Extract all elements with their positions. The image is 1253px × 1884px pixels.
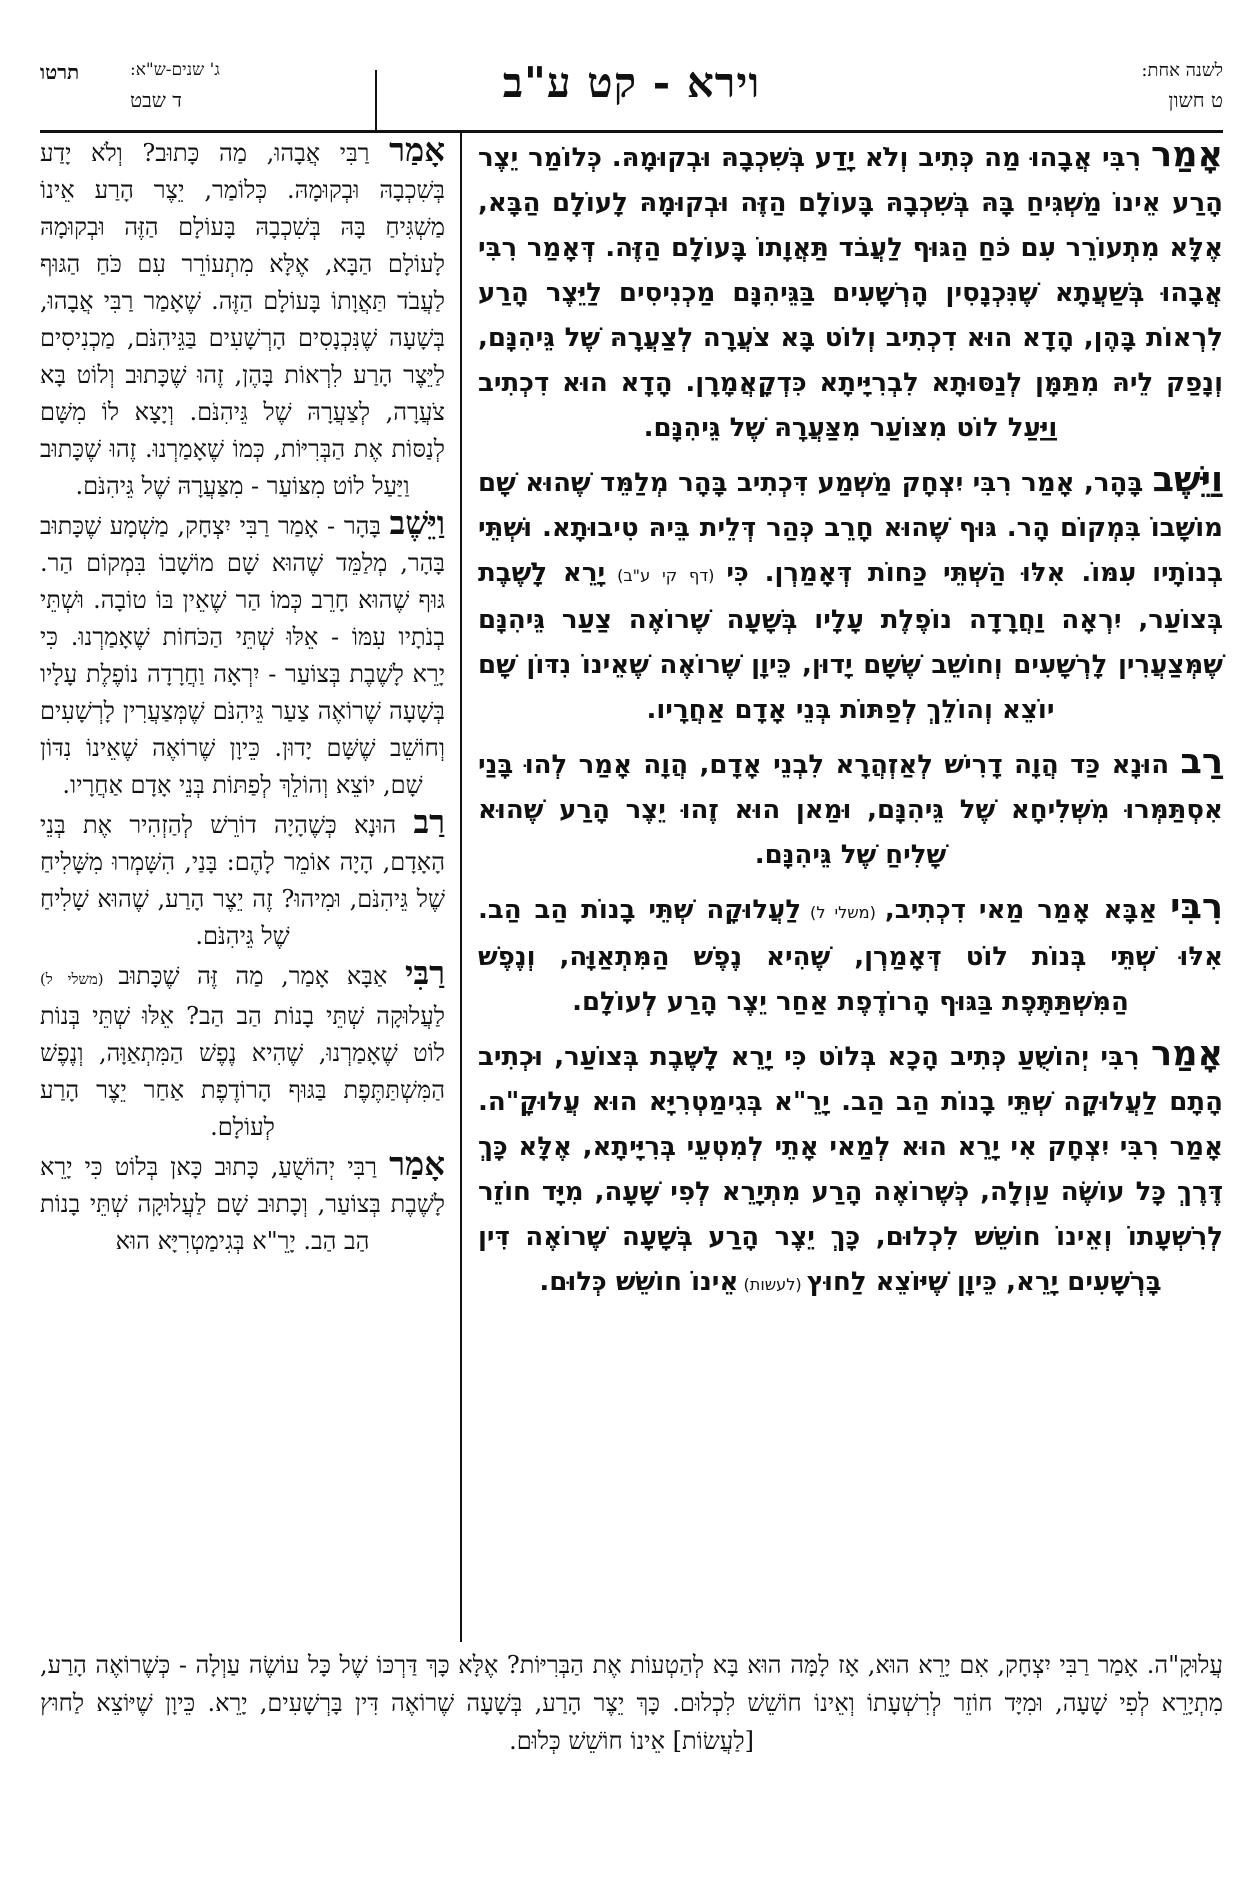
page-title: וירא - קט ע"ב <box>502 58 761 107</box>
paragraph-text-continued: לַעֲלוּקָה שְׁתֵּי בָנוֹת הַב הַב? אֵלּוּ שְׁתֵּי בְּנוֹת לוֹט שֶׁאָמַרְנוּ, שֶׁהִיא נֶפֶשׁ הַמִּתְאַוָּה, וְנֶפֶשׁ הַמִּשְׁתַּתֶּפֶת בַּגּוּף הָרוֹדֶפֶת אַחַר יֵצֶר הָרַע לְעוֹלָם. <box>40 1002 445 1141</box>
paragraph-text-continued: יָרֵא לָשֶׁבֶת בְּצוֹעַר, יִרְאָה וַחֲרָדָה נוֹפֶלֶת עָלָיו בְּשָׁעָה שֶׁרוֹאֶה צַעַר גֵּיהִנָּם שֶׁמְּצַעֲרִין לָרְשָׁעִים וְחוֹשֵׁב שֶׁשָּׁם יָדוּן, כֵּיוָן שֶׁרוֹאֶה שֶׁאֵינוֹ נִדּוֹן שָׁם יוֹצֵא וְהוֹלֵךְ לְפַתּוֹת בְּנֵי אָדָם אַחֲרָיו. <box>478 558 1223 725</box>
bracket-note: [לַעֲשׂוֹת] <box>665 1727 754 1755</box>
paragraph-lead-word: רַב <box>413 803 445 841</box>
text-columns <box>40 132 1223 1642</box>
paragraph-text: אַבָּא אָמַר, מַה זֶּה שֶׁכָּתוּב <box>118 962 405 990</box>
paragraph-text: רַבִּי יְהוֹשֻׁעַ, כָּתוּב כָּאן בְּלוֹט כִּי יָרֵא לָשֶׁבֶת בְּצוֹעַר, וְכָתוּב שָׁם לַעֲלוּקָה שְׁתֵּי בָנוֹת הַב הַב. יָרֵ"א בְּגִימַטְרִיָּא הוּא <box>40 1153 445 1255</box>
paragraph-text: בָּהָר - אָמַר רַבִּי יִצְחָק, מַשְׁמָע שֶׁכָּתוּב בָּהָר, מְלַמֵּד שֶׁהוּא שָׁם מוֹשָׁבוֹ בִּמְקוֹם הַר. גּוּף שֶׁהוּא חָרֵב כְּמוֹ הַר שֶׁאֵין בּוֹ טוֹבָה. וּשְׁתֵּי בְנֹתָיו עִמּוֹ - אֵלּוּ שְׁתֵּי הַכֹּחוֹת שֶׁאָמַרְנוּ. כִּי יָרֵא לָשֶׁבֶת בְּצוֹעַר - יִרְאָה וַחֲרָדָה נוֹפֶלֶת עָלָיו בְּשָׁעָה שֶׁרוֹאֶה צַעַר גֵּיהִנֹּם שֶׁמְּצַעֲרִין לָרְשָׁעִים וְחוֹשֵׁב שֶׁשָּׁם יָדוּן. כֵּיוָן שֶׁרוֹאֶה שֶׁאֵינוֹ נִדּוֹן שָׁם, יוֹצֵא וְהוֹלֵךְ לְפַתּוֹת בְּנֵי אָדָם אַחֲרָיו. <box>40 512 445 799</box>
paragraph-text: רִבִּי אֲבָהוּ מַה כְּתִיב וְלֹא יָדַע בְּשִׁכְבָהּ וּבְקוּמָהּ. כְּלוֹמַר יֵצֶר הָרַע אֵינוֹ מַשְׁגִּיחַ בָּהּ בְּשִׁכְבָהּ בָּעוֹלָם הַזֶּה וּבְקוּמָהּ לָעוֹלָם הַבָּא, אֶלָּא מִתְעוֹרֵר עִם כֹּחַ הַגּוּף לַעֲבֹד תַּאֲוָתוֹ בָּעוֹלָם הַזֶּה. דְּאָמַר רִבִּי אֲבָהוּ בְּשַׁעֲתָא שֶׁנִּכְנָסִין הָרְשָׁעִים בַּגֵּיהִנָּם מַכְנִיסִים לַיֵּצֶר הָרַע לִרְאוֹת בָּהֶן, הָדָא הוּא דִכְתִיב וְלוֹט בָּא צֹעֲרָה לְצַעֲרָהּ שֶׁל גֵּיהִנָּם, וְנָפַק לֵיהּ מִתַּמָּן לְנַסּוּתָא לִבְרִיָּיתָא כִּדְקָאֲמָרָן. הָדָא הוּא דִכְתִיב וַיַּעַל לוֹט מִצּוֹעַר מִצַּעֲרָהּ שֶׁל גֵּיהִנָּם. <box>478 143 1223 443</box>
footer-text: עֲלוּקָ"ה. אָמַר רַבִּי יִצְחָק, אִם יָרֵא הוּא, אָז לָמָּה הוּא בָּא לְהַטְעוֹת אֶת הַבְּרִיּוֹת? אֶלָּא כָּךְ דַּרְכּוֹ שֶׁל כָּל עוֹשֶׂה עַוְלָה - כְּשֶׁרוֹאֶה הָרַע, מִתְיָרֵא לְפִי שָׁעָה, וּמִיָּד חוֹזֵר לְרִשְׁעָתוֹ וְאֵינוֹ חוֹשֵׁשׁ לִכְלוּם. כָּךְ יֵצֶר הָרַע, בְּשָׁעָה שֶׁרוֹאֶה דִּין בָּרְשָׁעִים, יָרֵא. כֵּיוָן שֶׁיּוֹצֵא לַחוּץ <box>40 1651 1223 1717</box>
header-three-year-cycle-label: ג' שנים-ש"א: <box>130 60 220 80</box>
footer-text-continued: אֵינוֹ חוֹשֵׁשׁ כְּלוּם. <box>509 1727 665 1755</box>
paragraph-lead-word: אָמַר <box>1150 134 1223 175</box>
folio-reference: (דף קי ע"ב) <box>605 566 727 585</box>
side-paragraph <box>40 955 445 1146</box>
main-column-aramaic <box>478 132 1223 1642</box>
paragraph-lead-word: אָמַר <box>389 1145 445 1183</box>
header-date-left: ד שבט <box>130 88 182 112</box>
side-paragraph <box>40 132 445 505</box>
header-divider <box>375 70 377 130</box>
paragraph-lead-word: וַיֵּשֶׁב <box>389 504 445 542</box>
paragraph-text-continued: אֵינוֹ חוֹשֵׁשׁ כְּלוּם. <box>539 1267 739 1297</box>
page-header <box>40 50 1223 132</box>
paragraph-lead-word: אָמַר <box>389 131 445 169</box>
column-divider <box>460 132 462 1642</box>
header-date-right: ט חשון <box>1168 88 1223 112</box>
main-paragraph <box>478 132 1223 451</box>
paragraph-text-continued: לַעֲלוּקָה שְׁתֵּי בָנוֹת הַב הַב. אִלּוּ שְׁתֵּי בְּנוֹת לוֹט דְּאָמַרְן, שֶׁהִיא נֶפֶשׁ הַמִּתְאַוָּה, וְנֶפֶשׁ הַמִּשְׁתַּתֶּפֶת בַּגּוּף הָרוֹדֶפֶת אַחַר יֵצֶר הָרַע לְעוֹלָם. <box>478 895 1223 1017</box>
paragraph-text: רַבִּי אֲבָהוּ, מַה כָּתוּב? וְלֹא יָדַע בְּשִׁכְבָהּ וּבְקוּמָהּ. כְּלוֹמַר, יֵצֶר הָרַע אֵינוֹ מַשְׁגִּיחַ בָּהּ בְּשִׁכְבָהּ בָּעוֹלָם הַזֶּה וּבְקוּמָהּ לָעוֹלָם הַבָּא, אֶלָּא מִתְעוֹרֵר עִם כֹּחַ הַגּוּף לַעֲבֹד תַּאֲוָתוֹ בָּעוֹלָם הַזֶּה. שֶׁאָמַר רַבִּי אֲבָהוּ, בְּשָׁעָה שֶׁנִּכְנָסִים הָרְשָׁעִים בַּגֵּיהִנֹּם, מַכְנִיסִים לַיֵּצֶר הָרַע לִרְאוֹת בָּהֶן, זֶהוּ שֶׁכָּתוּב וְלוֹט בָּא צֹעֲרָה, לְצַעֲרָהּ שֶׁל גֵּיהִנֹּם. וְיָצָא לוֹ מִשָּׁם לְנַסּוֹת אֶת הַבְּרִיּוֹת, כְּמוֹ שֶׁאָמַרְנוּ. זֶהוּ שֶׁכָּתוּב וַיַּעַל לוֹט מִצּוֹעַר - מִצַּעֲרָהּ שֶׁל גֵּיהִנֹּם. <box>40 139 445 500</box>
main-paragraph <box>478 884 1223 1025</box>
verse-reference: (משלי ל) <box>40 970 119 988</box>
side-paragraph <box>40 804 445 955</box>
main-paragraph <box>478 1031 1223 1307</box>
main-paragraph <box>478 457 1223 733</box>
footer-continuation <box>40 1646 1223 1760</box>
paragraph-lead-word: אָמַר <box>1150 1033 1223 1074</box>
main-paragraph <box>478 739 1223 878</box>
side-column-hebrew-translation <box>40 132 445 1642</box>
side-paragraph <box>40 505 445 804</box>
page-number: תרטו <box>40 60 80 84</box>
paragraph-text: בָּהָר, אָמַר רִבִּי יִצְחָק מַשְׁמַע דִּכְתִיב בָּהָר מְלַמֵּד שֶׁהוּא שָׁם מוֹשָׁבוֹ בִּמְקוֹם הָר. גּוּף שֶׁהוּא חָרֵב כְּהַר דְּלֵית בֵּיהּ טִיבוּתָא. וּשְׁתֵּי בְנוֹתָיו עִמּוֹ. אִלּוּ הַשְּׁתֵּי כַּחוֹת דְּאָמַרְן. כִּי <box>478 468 1223 588</box>
paragraph-lead-word: רִבִּי <box>1170 886 1224 927</box>
page <box>40 50 1223 1850</box>
header-year-cycle-label: לשנה אחת: <box>1141 60 1223 81</box>
paragraph-text: אַבָּא אָמַר מַאי דִכְתִיב, <box>884 895 1171 925</box>
paragraph-lead-word: רַב <box>1180 741 1223 782</box>
bracket-note: (לעשות) <box>738 1275 807 1294</box>
paragraph-text: הוּנָא כַּד הֲוָה דָרִישׁ לְאַזְהֲרָא לִבְנֵי אָדָם, הֲוָה אָמַר לְהוּ בָּנַי אִסְתַּמְּרוּ מִשְּׁלִיחָא שֶׁל גֵּיהִנָּם, וּמַאן הוּא זֶהוּ יֵצֶר הָרַע שֶׁהוּא שָׁלִיחַ שֶׁל גֵּיהִנָּם. <box>478 750 1223 870</box>
paragraph-text: הוּנָא כְּשֶׁהָיָה דוֹרֵשׁ לְהַזְהִיר אֶת בְּנֵי הָאָדָם, הָיָה אוֹמֵר לָהֶם: בָּנַי, הִשָּׁמְרוּ מִשָּׁלִיחַ שֶׁל גֵּיהִנֹּם, וּמִיהוּ? זֶה יֵצֶר הָרַע, שֶׁהוּא שָׁלִיחַ שֶׁל גֵּיהִנֹּם. <box>40 811 445 950</box>
side-paragraph <box>40 1146 445 1260</box>
paragraph-text: רִבִּי יְהוֹשֻׁעַ כְּתִיב הָכָא בְּלוֹט כִּי יָרֵא לָשֶׁבֶת בְּצוֹעַר, וּכְתִיב הָתָם לַעֲלוּקָה שְׁתֵּי בָנוֹת הַב הַב. יָרֵ"א בְּגִימַטְרִיָּא הוּא עֲלוּקָ"ה. אָמַר רִבִּי יִצְחָק אִי יָרֵא הוּא לְמַאי אָתֵי לְמִטְעֵי בְּרִיָּיתָא, אֶלָּא כָּךְ דֶּרֶךְ כָּל עוֹשֶׂה עַוְלָה, כְּשֶׁרוֹאֶה הָרַע מִתְיָרֵא לְפִי שָׁעָה, מִיָּד חוֹזֵר לְרִשְׁעָתוֹ וְאֵינוֹ חוֹשֵׁשׁ לִכְלוּם, כָּךְ יֵצֶר הָרַע בְּשָׁעָה שֶׁרוֹאֶה דִּין בָּרְשָׁעִים יָרֵא, כֵּיוָן שֶׁיּוֹצֵא לַחוּץ <box>478 1042 1223 1297</box>
paragraph-lead-word: וַיֵּשֶׁב <box>1152 459 1223 500</box>
paragraph-lead-word: רַבִּי <box>405 954 446 992</box>
verse-reference: (משלי ל) <box>801 903 885 922</box>
